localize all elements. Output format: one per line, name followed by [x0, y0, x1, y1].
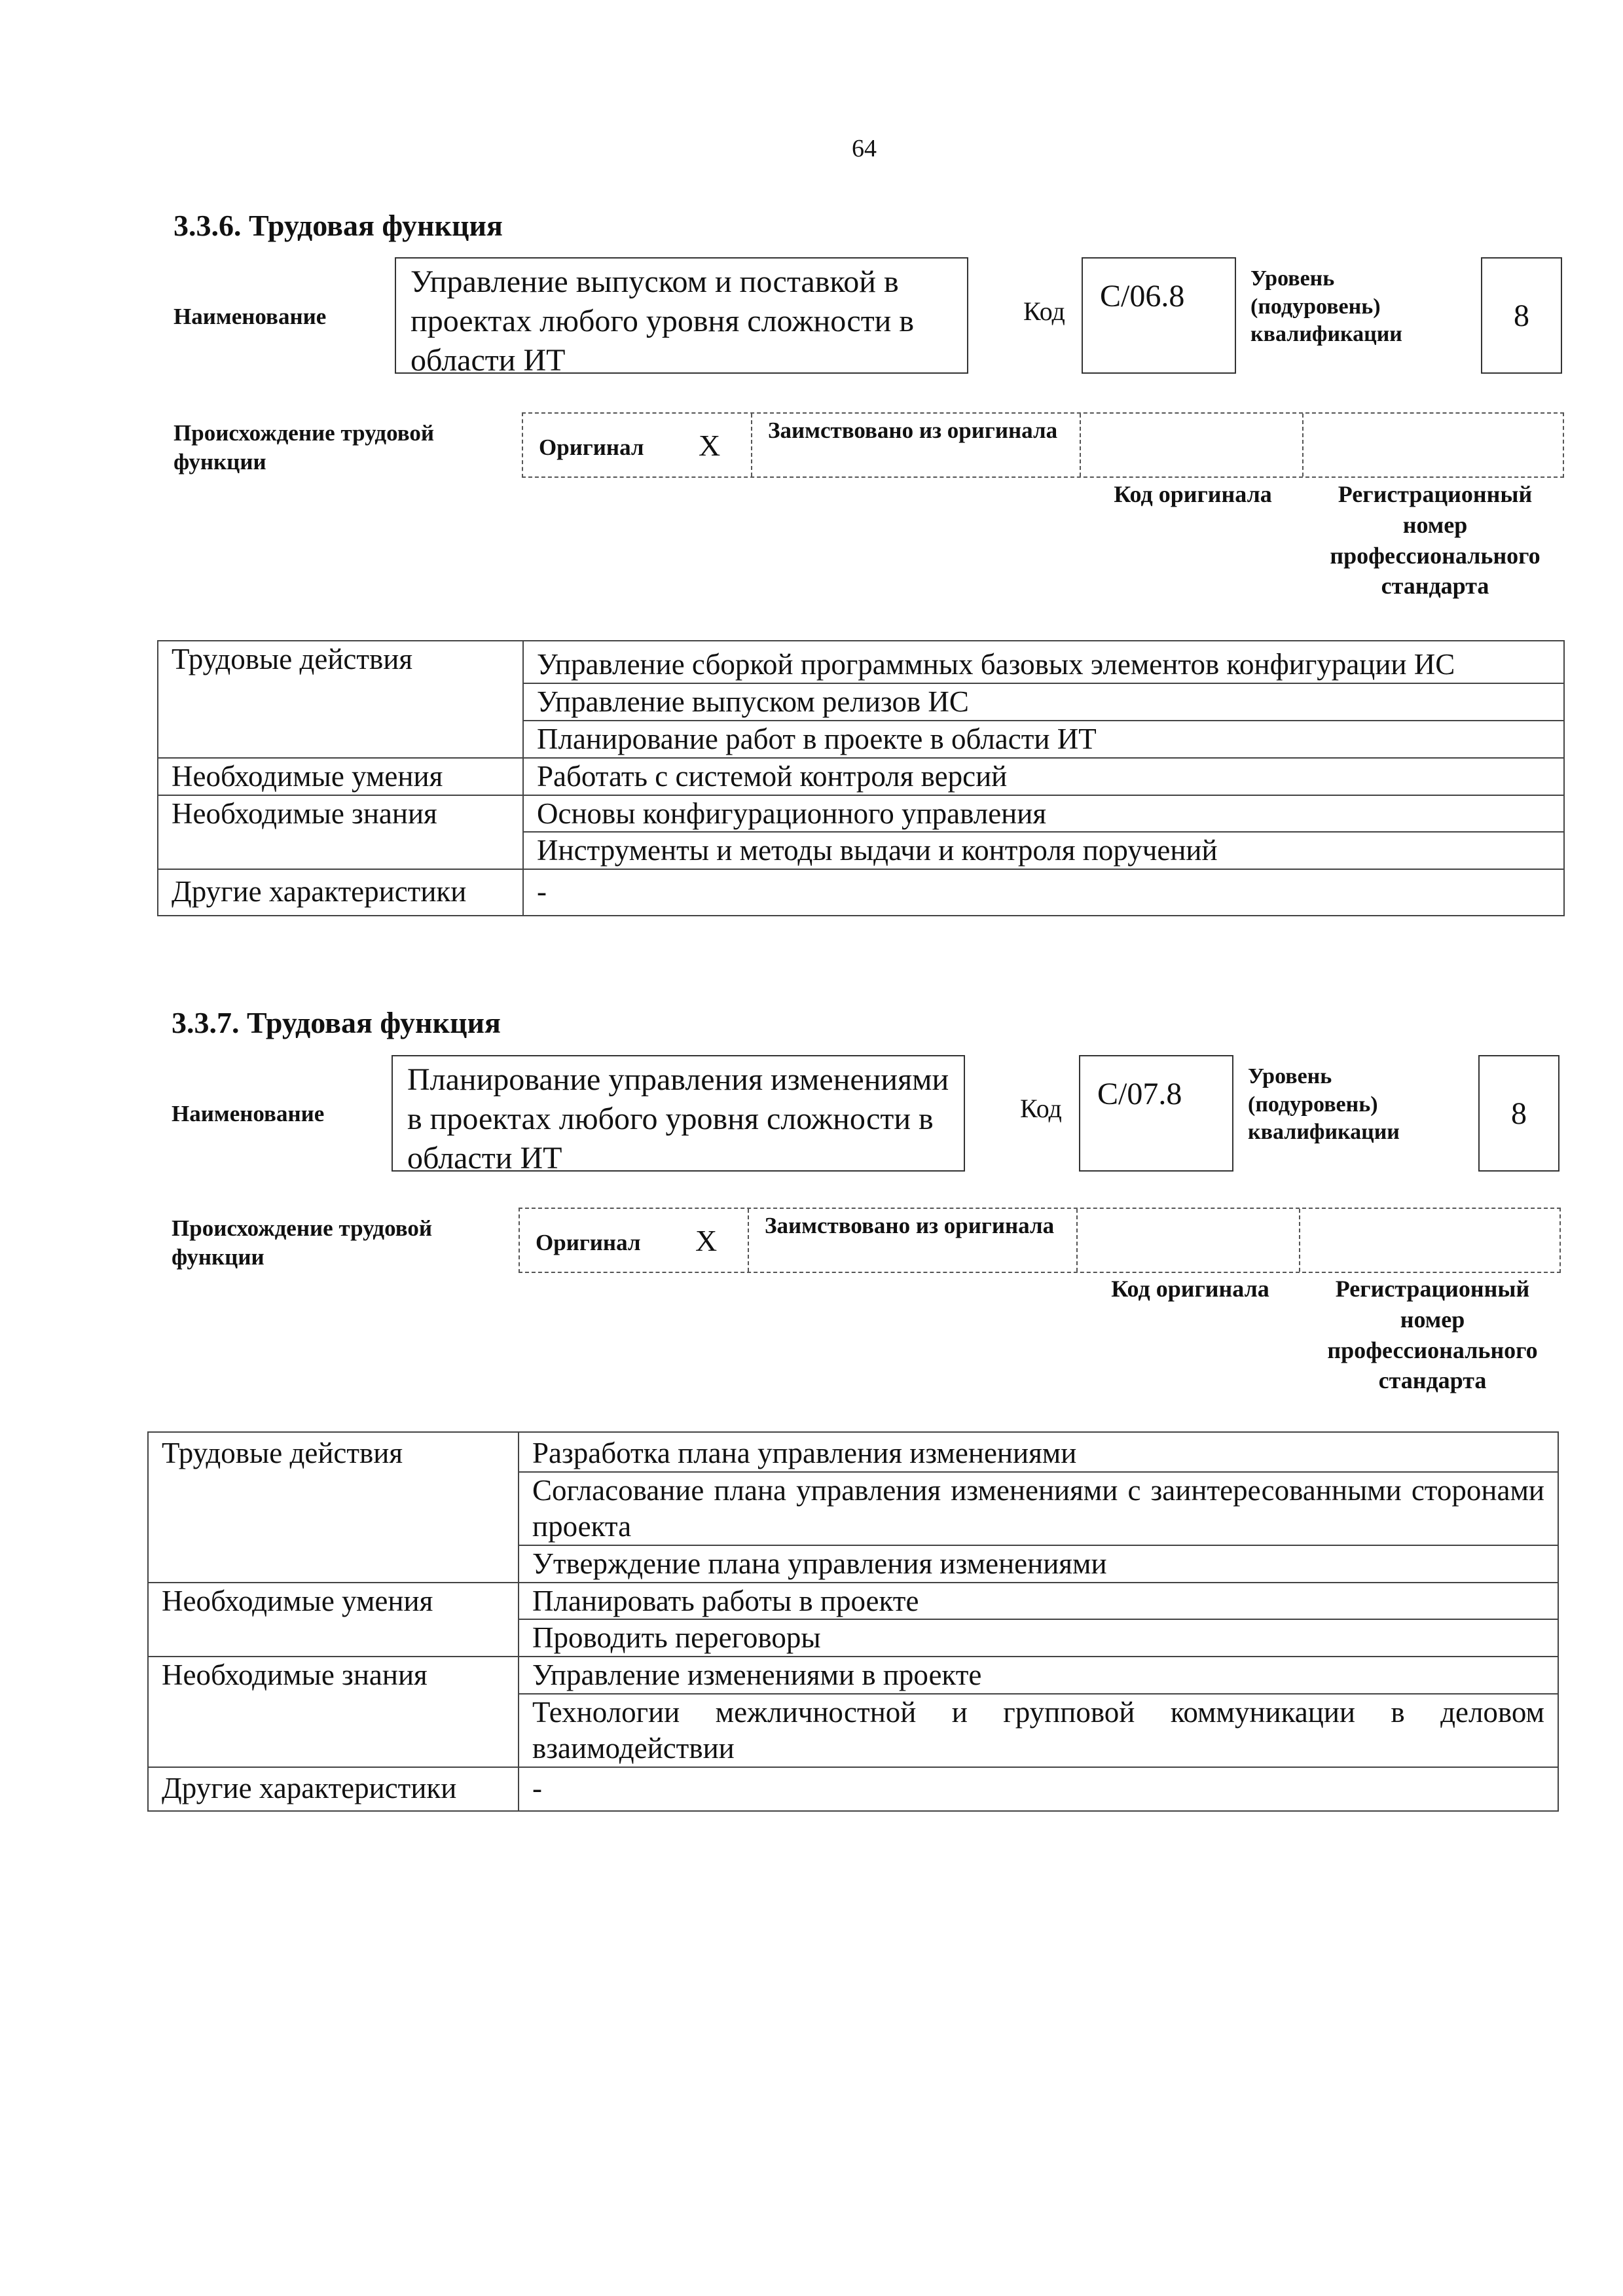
- original-cell: [520, 1209, 749, 1272]
- original-cell: [523, 414, 752, 476]
- code-label: Код: [1023, 296, 1065, 326]
- action-item: Планирование работ в проекте в области ИТ: [523, 721, 1564, 758]
- original-code-cell: [1081, 414, 1304, 476]
- other-value: -: [519, 1767, 1558, 1811]
- code-value: С/07.8: [1097, 1077, 1182, 1111]
- skill-item: Проводить переговоры: [519, 1619, 1558, 1657]
- labor-function-table: [147, 1431, 1559, 1812]
- other-label: Другие характеристики: [148, 1767, 519, 1811]
- code-value: С/06.8: [1100, 279, 1185, 314]
- other-label: Другие характеристики: [158, 869, 523, 916]
- knowledge-item: Управление изменениями в проекте: [519, 1657, 1558, 1694]
- action-item: Согласование плана управления изменениями с заинтересованными сторонами проекта: [519, 1472, 1558, 1545]
- origin-table: [519, 1208, 1561, 1273]
- knowledge-item: Инструменты и методы выдачи и контроля поручений: [523, 832, 1564, 869]
- original-mark: X: [699, 429, 721, 462]
- level-value: 8: [1514, 298, 1529, 333]
- action-item: Разработка плана управления изменениями: [519, 1432, 1558, 1472]
- actions-label: Трудовые действия: [148, 1432, 519, 1583]
- reg-number-caption: Регистрационный номер профессионального стандарта: [1330, 481, 1541, 600]
- function-name-box: [392, 1055, 965, 1175]
- original-code-caption: Код оригинала: [1114, 481, 1272, 507]
- knowledge-item: Технологии межличностной и групповой коммуникации в деловом взаимодействии: [519, 1694, 1558, 1767]
- skill-item: Работать с системой контроля версий: [523, 758, 1564, 795]
- level-label: Уровень (подуровень) квалификации: [1248, 1064, 1400, 1144]
- action-item: Управление выпуском релизов ИС: [523, 683, 1564, 721]
- function-name-box: [395, 257, 968, 378]
- function-name: Планирование управления изменениями в проектах любого уровня сложности в области ИТ: [407, 1062, 949, 1175]
- reg-number-caption: Регистрационный номер профессионального стандарта: [1327, 1276, 1538, 1394]
- labor-function-table: [157, 640, 1565, 916]
- original-code-caption: Код оригинала: [1111, 1276, 1269, 1302]
- origin-label: Происхождение трудовой функции: [173, 420, 435, 475]
- page-number: 64: [852, 135, 877, 162]
- borrowed-label: Заимствовано из оригинала: [765, 1213, 1055, 1238]
- skill-item: Планировать работы в проекте: [519, 1583, 1558, 1620]
- knowledge-label: Необходимые знания: [158, 795, 523, 870]
- reg-number-cell: [1304, 414, 1563, 476]
- borrowed-label: Заимствовано из оригинала: [768, 418, 1058, 443]
- action-item: Управление сборкой программных базовых элементов конфигурации ИС: [523, 641, 1564, 683]
- skills-label: Необходимые умения: [158, 758, 523, 795]
- code-box: [1082, 257, 1236, 374]
- knowledge-label: Необходимые знания: [148, 1657, 519, 1767]
- origin-table: [522, 412, 1564, 478]
- original-label: Оригинал: [539, 435, 644, 460]
- borrowed-cell: [752, 414, 1081, 476]
- name-label: Наименование: [172, 1101, 325, 1126]
- function-name: Управление выпуском и поставкой в проектах любого уровня сложности в области ИТ: [410, 264, 915, 378]
- borrowed-cell: [749, 1209, 1078, 1272]
- knowledge-item: Основы конфигурационного управления: [523, 795, 1564, 833]
- level-label: Уровень (подуровень) квалификации: [1250, 266, 1402, 346]
- section-title: 3.3.7. Трудовая функция: [172, 1006, 501, 1039]
- code-label: Код: [1020, 1094, 1062, 1123]
- original-mark: X: [695, 1224, 718, 1257]
- level-value: 8: [1511, 1096, 1527, 1131]
- level-box: [1481, 257, 1562, 374]
- original-code-cell: [1078, 1209, 1300, 1272]
- origin-label: Происхождение трудовой функции: [172, 1215, 433, 1270]
- other-value: -: [523, 869, 1564, 916]
- name-label: Наименование: [173, 304, 327, 329]
- section-title: 3.3.6. Трудовая функция: [173, 209, 503, 242]
- level-box: [1478, 1055, 1559, 1172]
- reg-number-cell: [1300, 1209, 1559, 1272]
- original-label: Оригинал: [536, 1230, 641, 1255]
- skills-label: Необходимые умения: [148, 1583, 519, 1657]
- code-box: [1079, 1055, 1233, 1172]
- actions-label: Трудовые действия: [158, 641, 523, 758]
- action-item: Утверждение плана управления изменениями: [519, 1545, 1558, 1583]
